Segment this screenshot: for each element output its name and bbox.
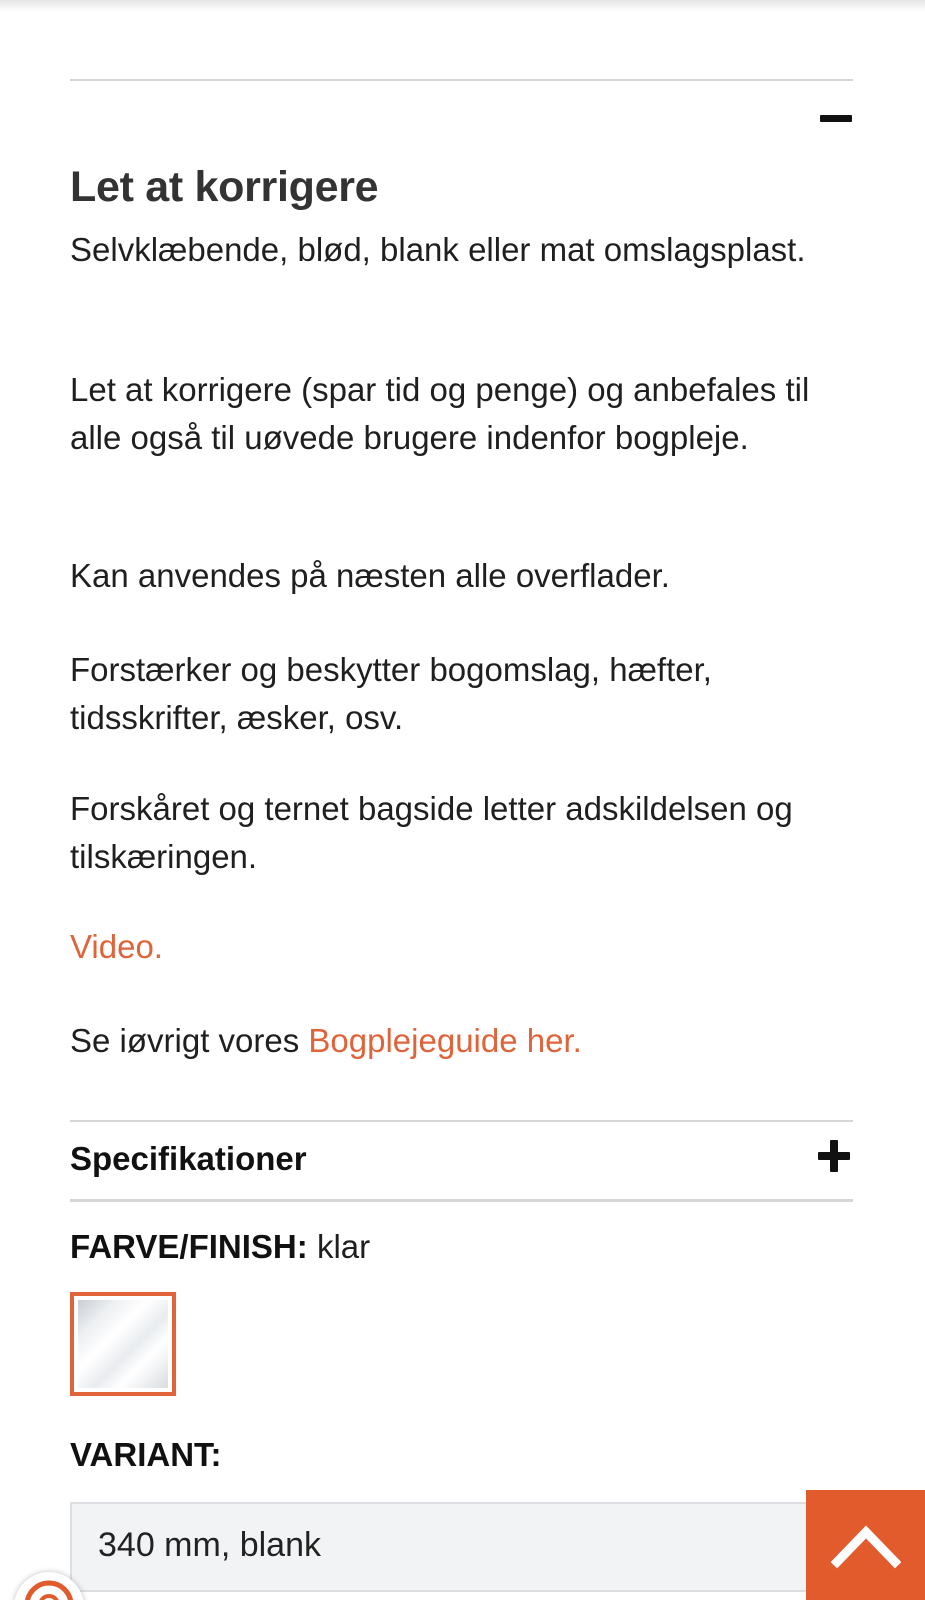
- scroll-to-top-button[interactable]: [806, 1490, 925, 1600]
- description-paragraph-1: Selvklæbende, blød, blank eller mat omslagsplast.: [70, 231, 806, 268]
- color-swatch-klar[interactable]: [70, 1292, 176, 1396]
- variant-label: VARIANT:: [70, 1436, 222, 1473]
- plus-icon: [818, 1140, 850, 1172]
- trustmark-icon: [22, 1578, 76, 1600]
- chevron-up-icon: [831, 1520, 901, 1570]
- spec-divider-bottom: [70, 1199, 853, 1202]
- variant-select[interactable]: [70, 1502, 853, 1592]
- description-paragraph-5: Forskåret og ternet bagside letter adskildelsen og tilskæringen.: [70, 790, 793, 875]
- color-finish-value: klar: [316, 1228, 371, 1265]
- color-finish-line: [70, 1228, 370, 1266]
- variant-selected-value: 340 mm, blank: [98, 1526, 321, 1564]
- specifications-toggle[interactable]: [70, 1122, 853, 1198]
- video-paragraph: [70, 923, 860, 971]
- video-link[interactable]: Video.: [70, 928, 163, 965]
- specifications-label: Specifikationer: [70, 1140, 307, 1177]
- section-divider-top: [70, 79, 853, 81]
- header-shadow: [0, 0, 925, 12]
- description-paragraph-4: Forstærker og beskytter bogomslag, hæfter, tidsskrifter, æsker, osv.: [70, 651, 712, 736]
- bogplejeguide-link[interactable]: Bogplejeguide her.: [308, 1022, 582, 1059]
- description-paragraph-2: Let at korrigere (spar tid og penge) og anbefales til alle også til uøvede brugere indenfor bogpleje.: [70, 371, 810, 456]
- description-title: Let at korrigere: [70, 163, 379, 211]
- guide-prefix: Se iøvrigt vores: [70, 1022, 309, 1059]
- guide-paragraph: [70, 1017, 860, 1065]
- collapse-description-button[interactable]: [820, 112, 852, 126]
- minus-icon: [820, 115, 852, 122]
- description-paragraph-3: Kan anvendes på næsten alle overflader.: [70, 557, 670, 594]
- color-finish-label: FARVE/FINISH:: [70, 1228, 308, 1265]
- swatch-image: [78, 1300, 168, 1388]
